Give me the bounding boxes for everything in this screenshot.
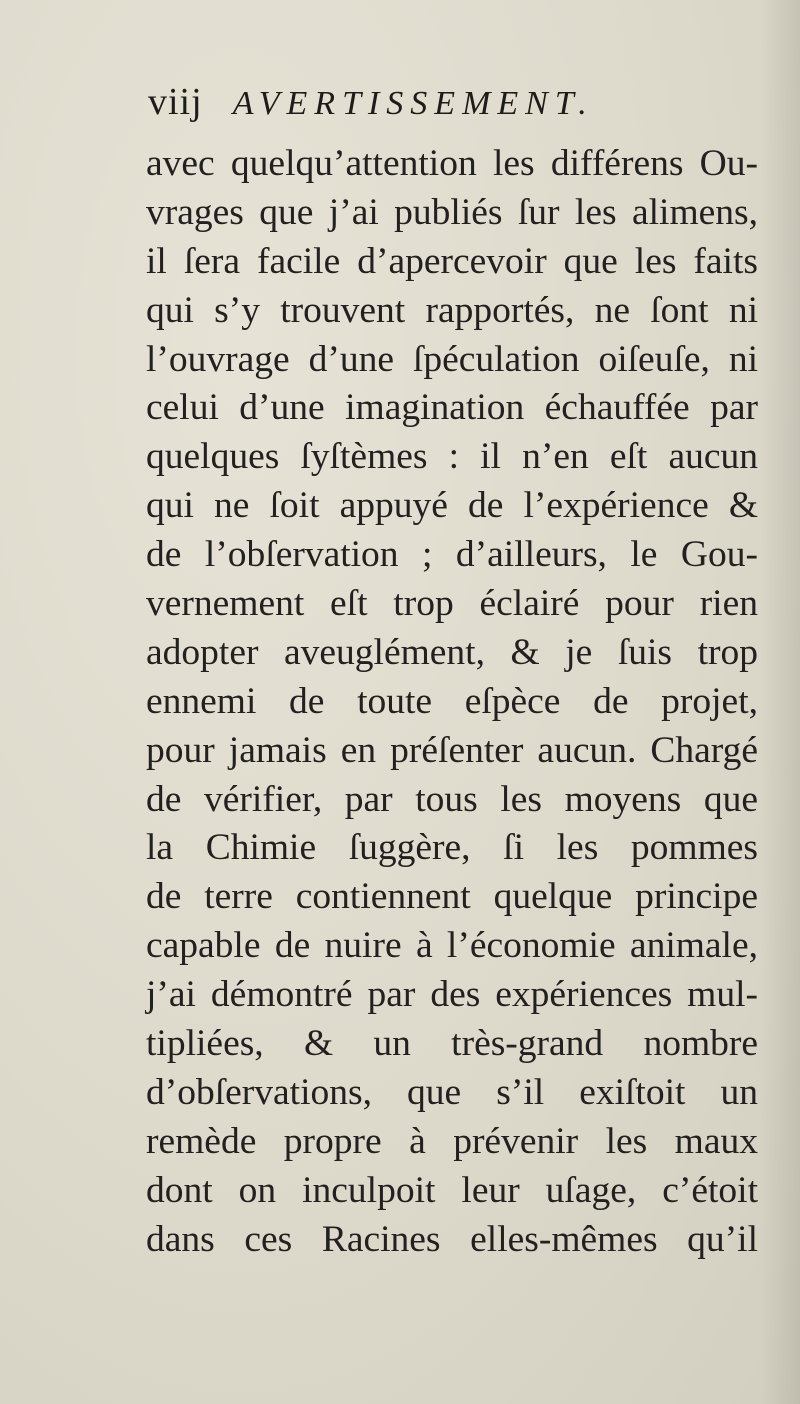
text-line: l’ouvrage d’une ſpéculation oiſeuſe, ni xyxy=(146,338,758,380)
page-number: viij xyxy=(148,81,203,123)
text-line: adopter aveuglément, & je ſuis trop xyxy=(146,631,758,673)
text-line: de l’obſervation ; d’ailleurs, le Gou- xyxy=(146,534,758,576)
text-line: il ſera facile d’apercevoir que les faits xyxy=(146,240,758,282)
running-head: AVERTISSEMENT. xyxy=(232,85,594,122)
text-line: d’obſervations, que s’il exiſtoit un xyxy=(146,1071,758,1113)
text-line: vrages que j’ai publiés ſur les alimens, xyxy=(146,191,758,233)
text-line: remède propre à prévenir les maux xyxy=(146,1120,758,1162)
text-line: quelques ſyſtèmes : il n’en eſt aucun xyxy=(146,436,758,478)
text-line: dont on inculpoit leur uſage, c’étoit xyxy=(146,1169,758,1211)
text-line: ennemi de toute eſpèce de projet, xyxy=(146,680,758,722)
text-line: avec quelqu’attention les différens Ou- xyxy=(146,143,758,184)
text-line: celui d’une imagination échauffée par xyxy=(146,387,758,429)
text-line: qui s’y trouvent rapportés, ne ſont ni xyxy=(146,289,758,331)
text-line: de terre contiennent quelque principe xyxy=(146,876,758,918)
text-line: qui ne ſoit appuyé de l’expérience & xyxy=(146,485,758,527)
text-line: la Chimie ſuggère, ſi les pommes xyxy=(146,827,758,869)
text-line: tipliées, & un très-grand nombre xyxy=(146,1023,758,1065)
text-line: pour jamais en préſenter aucun. Chargé xyxy=(146,729,758,771)
page-header xyxy=(148,80,594,140)
body-text xyxy=(146,140,758,1264)
text-line: capable de nuire à l’économie animale, xyxy=(146,925,758,967)
text-line: j’ai démontré par des expériences mul- xyxy=(146,974,758,1016)
page-edge-shadow xyxy=(760,0,800,1404)
text-line: vernement eſt trop éclairé pour rien xyxy=(146,583,758,625)
text-line: dans ces Racines elles-mêmes qu’il xyxy=(146,1218,758,1260)
text-line: de vérifier, par tous les moyens que xyxy=(146,778,758,820)
